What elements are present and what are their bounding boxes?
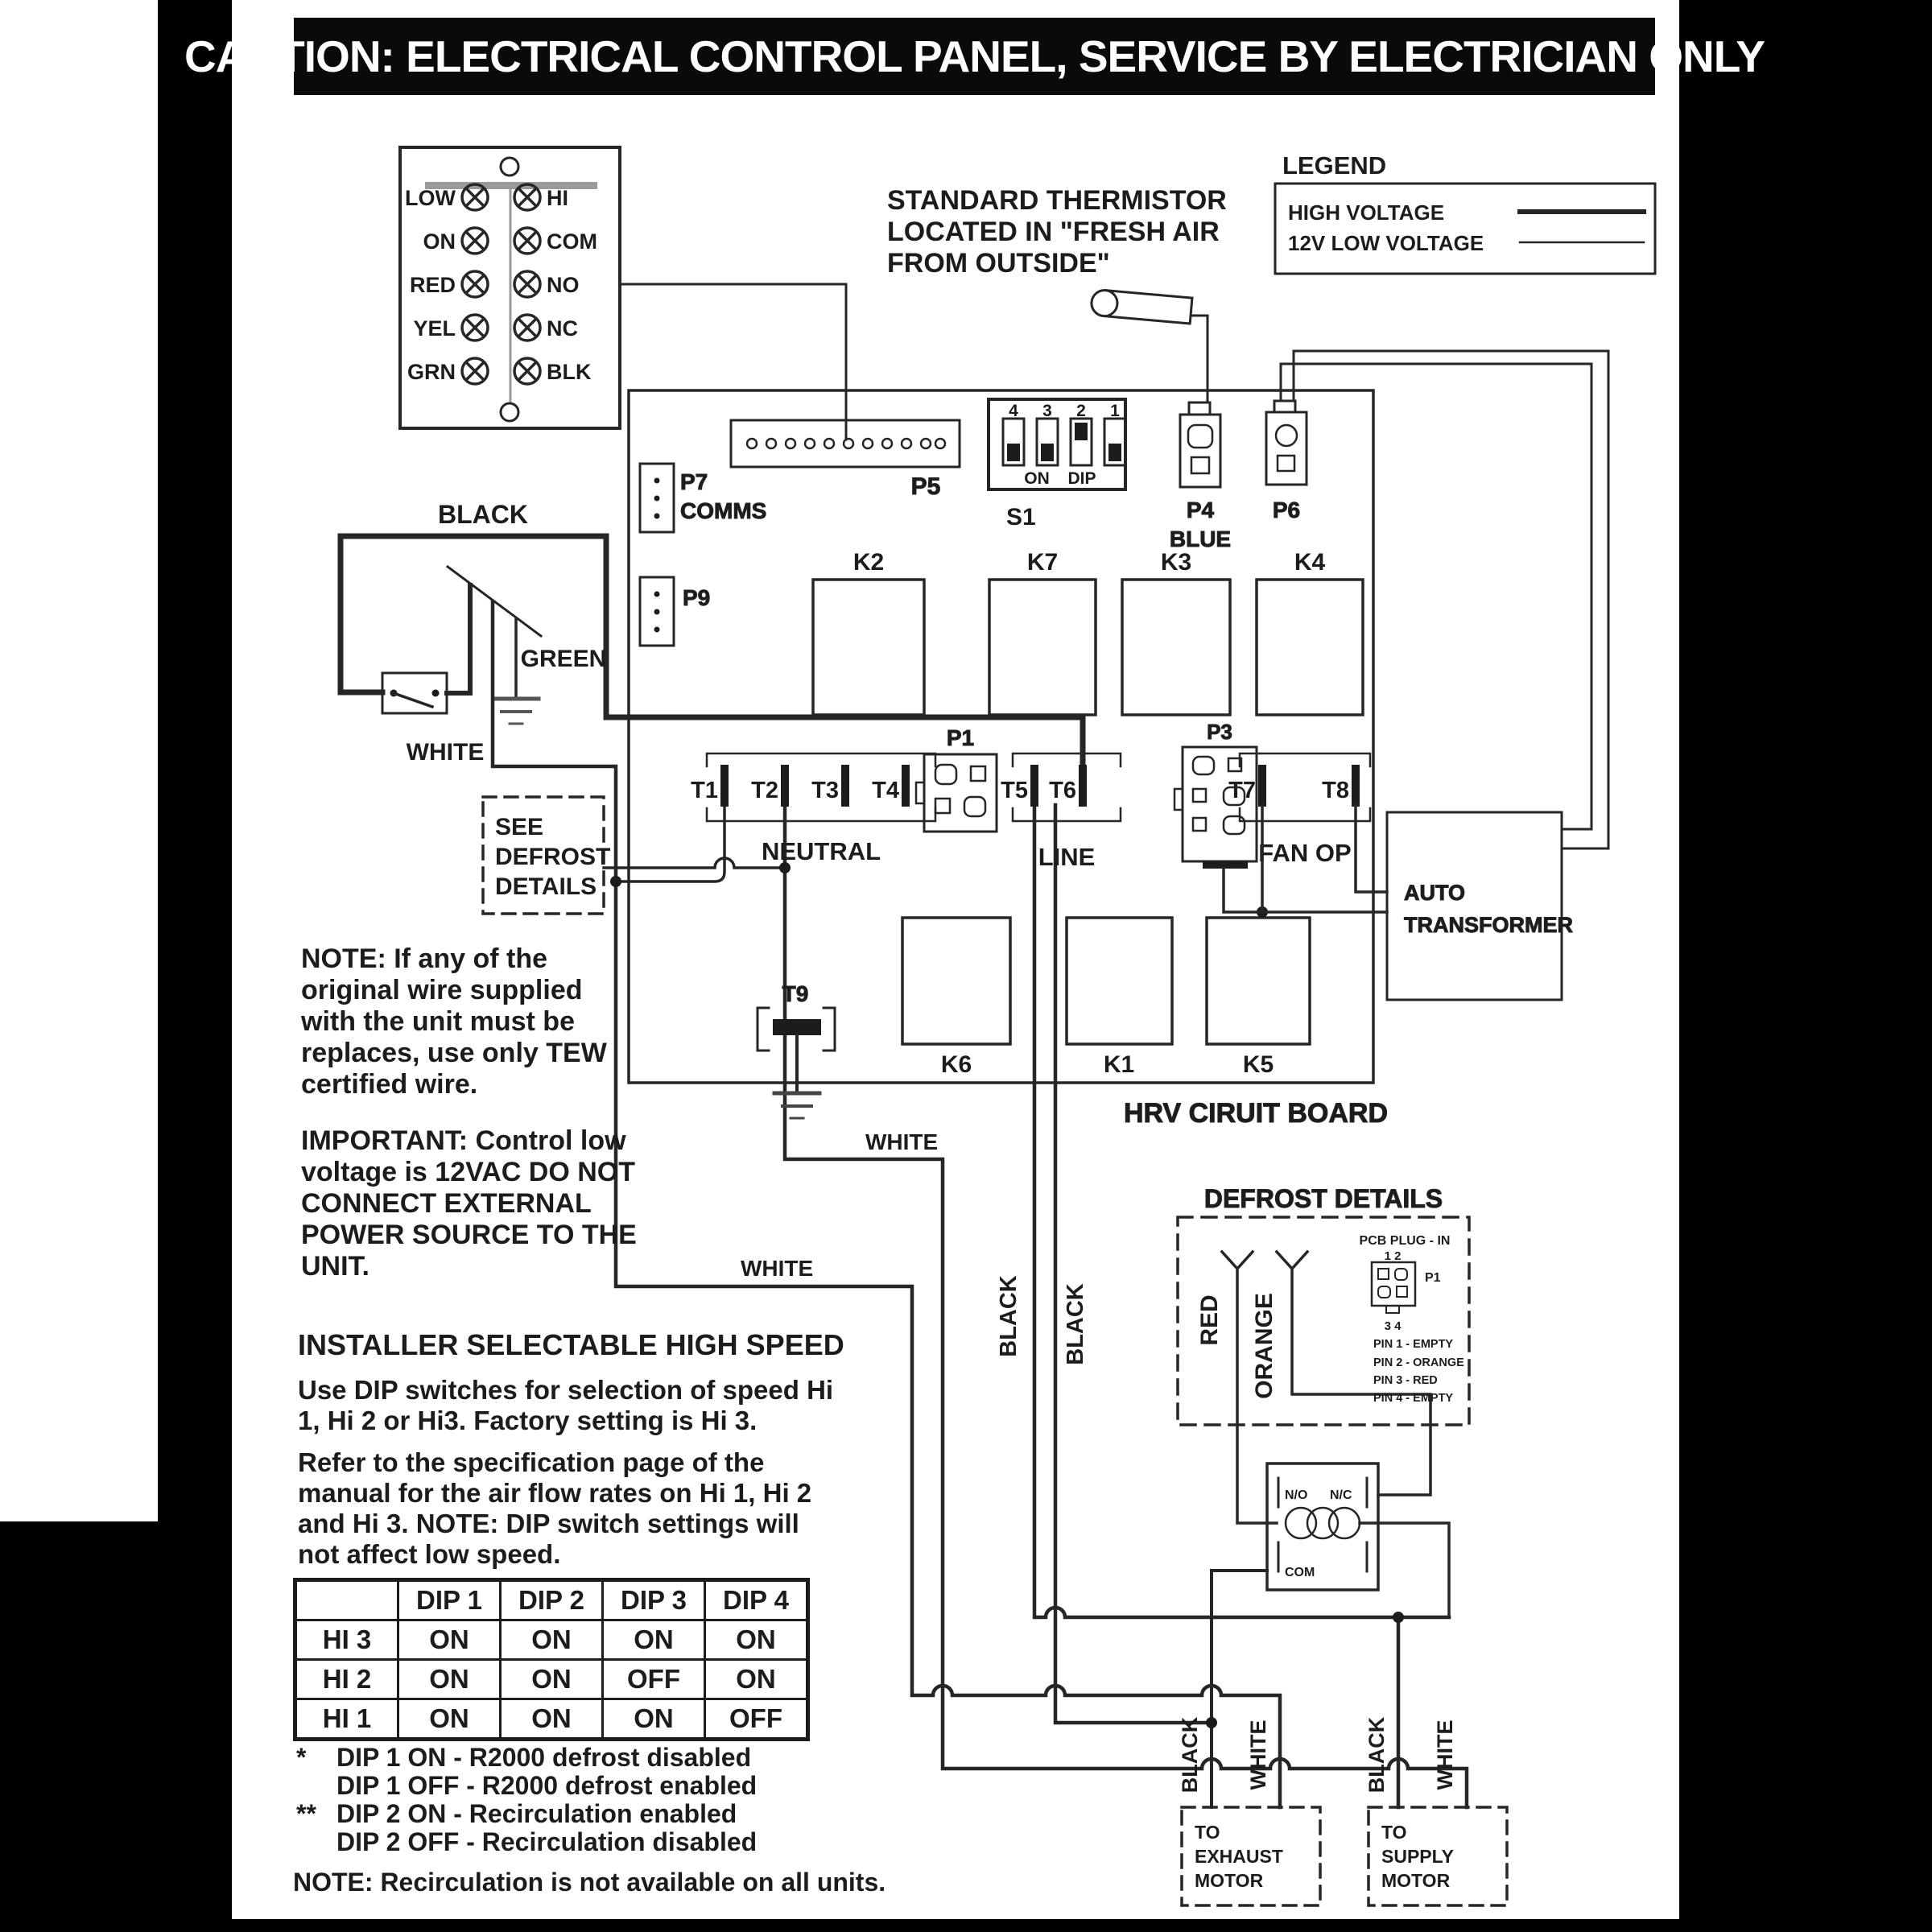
note-important-line4: POWER SOURCE TO THE [301, 1220, 637, 1250]
legend-box [1275, 184, 1655, 274]
defrost-p1-label: P1 [1425, 1271, 1441, 1285]
note-tew-line4: replaces, use only TEW [301, 1038, 607, 1068]
supply-black-label: BLACK [1364, 1716, 1389, 1794]
wire-defrost-to-t2 [604, 858, 785, 868]
dip-row-label: HI 3 [295, 1620, 398, 1660]
defrost-pins-bottom: 3 4 [1384, 1319, 1402, 1333]
note-important-line2: voltage is 12VAC DO NOT [301, 1157, 636, 1187]
supply-motor-line1: TO [1381, 1822, 1407, 1843]
note-important-line1: IMPORTANT: Control low [301, 1125, 626, 1156]
p9-connector [640, 577, 674, 646]
wire-label-black-rot1: BLACK [996, 1275, 1022, 1357]
p6-label: P6 [1272, 497, 1301, 522]
t4-label: T4 [872, 778, 899, 803]
thermistor-note-line2: LOCATED IN "FRESH AIR [887, 217, 1220, 247]
dip-cell: ON [501, 1699, 603, 1740]
footnote-4-marker [296, 1828, 336, 1856]
terminal-label-com: COM [547, 229, 597, 254]
defrost-pin4-note: PIN 4 - EMPTY [1373, 1392, 1454, 1405]
wire-p3-transformer [1224, 869, 1387, 912]
relay-k7-label: K7 [1026, 549, 1059, 576]
dip-table-row-hi2 [295, 1660, 808, 1699]
auto-transformer-box [1387, 812, 1562, 1000]
installer-para1-line1: Use DIP switches for selection of speed Hi [298, 1375, 834, 1405]
relay-com-label: COM [1285, 1566, 1315, 1579]
footnote-3-marker: ** [296, 1799, 316, 1828]
terminal-label-red: RED [409, 273, 456, 297]
relay-boxes-top [813, 580, 1363, 715]
s1-num-4: 4 [1009, 402, 1018, 420]
t6-label: T6 [1049, 778, 1076, 803]
p7-comms-label: COMMS [680, 498, 767, 523]
see-defrost-line3: DETAILS [495, 873, 597, 900]
footnote-4-text: DIP 2 OFF - Recirculation disabled [336, 1827, 758, 1856]
dip-cell: ON [705, 1620, 808, 1660]
exhaust-black-label: BLACK [1178, 1716, 1202, 1794]
legend-low-voltage: 12V LOW VOLTAGE [1288, 231, 1484, 255]
footnote-3 [296, 1800, 757, 1828]
wire-t8-transformer [1356, 805, 1387, 892]
exhaust-white-label: WHITE [1246, 1719, 1270, 1790]
dip-table-header-row [295, 1580, 808, 1620]
relay-k2-label: K2 [852, 549, 885, 576]
t9-label: T9 [782, 981, 809, 1006]
wire-label-red-rot: RED [1196, 1294, 1223, 1346]
terminal-label-nc: NC [547, 316, 578, 341]
dip-table-corner-cell [295, 1580, 398, 1620]
p7-connector [640, 464, 674, 532]
installer-para2-line3: and Hi 3. NOTE: DIP switch settings will [298, 1509, 799, 1538]
wire-label-black-rot2: BLACK [1063, 1283, 1088, 1365]
dip-cell: ON [398, 1660, 501, 1699]
defrost-title: DEFROST DETAILS [1203, 1184, 1443, 1213]
t5-label: T5 [1001, 778, 1028, 803]
installer-para1-line2: 1, Hi 2 or Hi3. Factory setting is Hi 3. [298, 1406, 758, 1435]
wire-black-exhaust [1055, 805, 1212, 1723]
hrv-board-label: HRV CIRUIT BOARD [1123, 1098, 1389, 1129]
defrost-pcb-plug-connector [1372, 1262, 1415, 1313]
auto-transformer-label-1: AUTO [1404, 881, 1466, 905]
defrost-pin2-note: PIN 2 - ORANGE [1373, 1356, 1464, 1369]
p4-connector [1180, 402, 1220, 487]
note-important [301, 1125, 637, 1282]
t2-label: T2 [751, 778, 778, 803]
defrost-pin1-note: PIN 1 - EMPTY [1373, 1338, 1454, 1351]
dip-table-row-hi1 [295, 1699, 808, 1740]
fan-op-label: FAN OP [1258, 839, 1352, 867]
p7-label: P7 [680, 469, 708, 494]
defrost-relay [1267, 1463, 1378, 1590]
footnote-3-text: DIP 2 ON - Recirculation enabled [336, 1799, 737, 1828]
p4-blue-label: BLUE [1169, 526, 1232, 551]
supply-white-label: WHITE [1433, 1719, 1457, 1790]
dip-table-row-hi3 [295, 1620, 808, 1660]
note-tew-line1: NOTE: If any of the [301, 943, 547, 974]
supply-motor-line2: SUPPLY [1381, 1846, 1454, 1867]
dip-cell: ON [705, 1660, 808, 1699]
t9-capacitor [758, 1008, 835, 1118]
s1-num-3: 3 [1042, 402, 1052, 420]
footnote-1 [296, 1744, 757, 1772]
dip-footnotes [296, 1744, 757, 1856]
p4-label: P4 [1186, 497, 1215, 522]
relay-nc-label: N/C [1330, 1488, 1352, 1502]
note-tew-line3: with the unit must be [301, 1006, 575, 1037]
footnote-1-marker: * [296, 1743, 307, 1772]
see-defrost-line1: SEE [495, 814, 544, 840]
relay-boxes-bottom [902, 918, 1310, 1044]
dip-table-header-dip2: DIP 2 [501, 1580, 603, 1620]
s1-dip-label: DIP [1067, 469, 1096, 488]
relay-k6-label: K6 [940, 1051, 972, 1078]
caution-banner-text: CAUTION: ELECTRICAL CONTROL PANEL, SERVICE BY ELECTRICIAN ONLY [184, 31, 1765, 81]
p3-label: P3 [1207, 720, 1232, 744]
dip-switch-table [293, 1578, 810, 1741]
terminal-screw-icons [462, 184, 540, 384]
dip-table-header-dip1: DIP 1 [398, 1580, 501, 1620]
s1-num-1: 1 [1110, 402, 1120, 420]
dip-table-header-dip3: DIP 3 [603, 1580, 705, 1620]
wire-no-to-p5 [620, 284, 846, 440]
t1-label: T1 [691, 778, 718, 803]
wire-p6-transformer-2 [1294, 351, 1608, 848]
terminal-label-hi: HI [547, 186, 568, 210]
wire-relay-coil-out [1360, 1523, 1449, 1617]
p1-label: P1 [946, 725, 975, 750]
wire-t1-neutral [616, 805, 724, 881]
footnote-2-text: DIP 1 OFF - R2000 defrost enabled [336, 1771, 758, 1800]
installer-title: INSTALLER SELECTABLE HIGH SPEED [298, 1328, 844, 1361]
dip-row-label: HI 1 [295, 1699, 398, 1740]
relay-k1-label: K1 [1103, 1051, 1135, 1078]
relay-k3-label: K3 [1160, 549, 1192, 576]
thermistor-note-line1: STANDARD THERMISTOR [887, 185, 1227, 216]
relay-k4-label: K4 [1294, 549, 1326, 576]
t8-label: T8 [1322, 778, 1349, 803]
p6-connector [1266, 401, 1307, 485]
dip-cell: ON [501, 1620, 603, 1660]
dip-cell: ON [398, 1699, 501, 1740]
terminal-label-low: LOW [405, 186, 456, 210]
supply-motor-line3: MOTOR [1381, 1870, 1451, 1891]
legend-title: LEGEND [1282, 151, 1387, 180]
s1-label: S1 [1006, 504, 1036, 530]
installer-para2-line4: not affect low speed. [298, 1539, 561, 1569]
dip-cell: ON [603, 1620, 705, 1660]
exhaust-motor-line3: MOTOR [1195, 1870, 1264, 1891]
note-important-line3: CONNECT EXTERNAL [301, 1188, 592, 1219]
note-tew-line2: original wire supplied [301, 975, 583, 1005]
p9-label: P9 [683, 585, 711, 610]
note-tew-line5: certified wire. [301, 1069, 478, 1100]
p1-connector [916, 754, 997, 832]
thermistor-icon [1091, 289, 1192, 324]
installer-para2-line2: manual for the air flow rates on Hi 1, Hi 2 [298, 1478, 812, 1508]
footnote-2-marker [296, 1772, 336, 1800]
wire-label-white-mid2: WHITE [741, 1256, 814, 1281]
terminal-label-yel: YEL [413, 316, 456, 341]
relay-k5-label: K5 [1242, 1051, 1274, 1078]
recirculation-note: NOTE: Recirculation is not available on all units. [293, 1868, 886, 1897]
footnote-4 [296, 1828, 757, 1856]
footnote-1-text: DIP 1 ON - R2000 defrost disabled [336, 1743, 752, 1772]
dip-cell: OFF [603, 1660, 705, 1699]
neutral-label: NEUTRAL [761, 837, 881, 865]
s1-num-2: 2 [1076, 402, 1086, 420]
installer-para2 [298, 1447, 811, 1570]
wire-label-orange-rot: ORANGE [1251, 1293, 1278, 1399]
wire-label-white-mid1: WHITE [865, 1129, 939, 1154]
wire-label-green: GREEN [520, 646, 607, 672]
hrv-board-outline [629, 390, 1373, 1083]
dip-cell: ON [398, 1620, 501, 1660]
legend-high-voltage: HIGH VOLTAGE [1288, 200, 1445, 225]
relay-no-label: N/O [1285, 1488, 1308, 1502]
note-important-line5: UNIT. [301, 1251, 369, 1282]
note-tew [301, 943, 607, 1100]
power-switch [382, 673, 447, 713]
ground-icon [493, 699, 539, 724]
dip-cell: OFF [705, 1699, 808, 1740]
defrost-pin3-note: PIN 3 - RED [1373, 1374, 1438, 1387]
wire-white-supply [785, 805, 1467, 1807]
wire-p6-transformer-1 [1281, 364, 1591, 829]
dip-table-header-dip4: DIP 4 [705, 1580, 808, 1620]
terminal-label-on: ON [423, 229, 456, 254]
thermistor-note-line3: FROM OUTSIDE" [887, 248, 1110, 279]
terminal-label-no: NO [547, 273, 580, 297]
dip-row-label: HI 2 [295, 1660, 398, 1699]
installer-para2-line1: Refer to the specification page of the [298, 1447, 765, 1477]
exhaust-motor-line2: EXHAUST [1195, 1846, 1283, 1867]
p5-label: P5 [910, 473, 941, 500]
see-defrost-line2: DEFROST [495, 844, 611, 870]
dip-cell: ON [501, 1660, 603, 1699]
s1-on-label: ON [1024, 469, 1050, 488]
line-label: LINE [1038, 843, 1096, 871]
terminal-label-blk: BLK [547, 360, 592, 384]
footnote-2 [296, 1772, 757, 1800]
terminal-label-grn: GRN [407, 360, 456, 384]
p3-connector [1174, 747, 1257, 869]
exhaust-motor-line1: TO [1195, 1822, 1220, 1843]
defrost-pcb-label: PCB PLUG - IN [1359, 1234, 1451, 1248]
auto-transformer-label-2: TRANSFORMER [1404, 913, 1573, 937]
t7-label: T7 [1228, 778, 1256, 803]
dip-cell: ON [603, 1699, 705, 1740]
t3-label: T3 [811, 778, 839, 803]
wire-label-black-cord: BLACK [438, 500, 528, 529]
defrost-pins-top: 1 2 [1384, 1249, 1402, 1263]
installer-para1 [298, 1375, 833, 1436]
wire-label-white-cord: WHITE [406, 739, 485, 766]
